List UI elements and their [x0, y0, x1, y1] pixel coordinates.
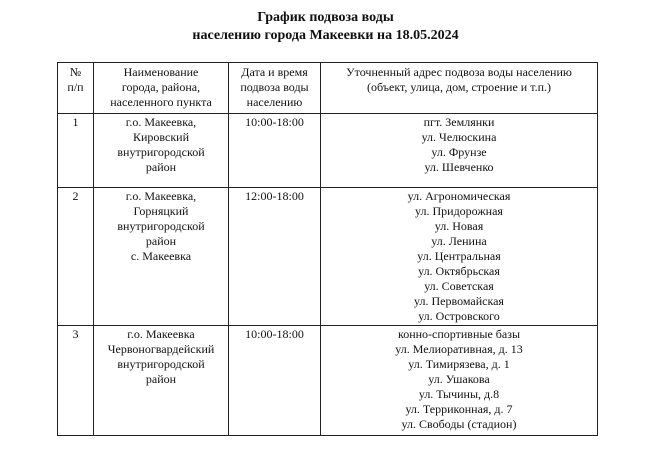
locality-line: Горняцкий — [133, 204, 189, 218]
row-num: 3 — [58, 326, 94, 436]
locality-line: внутригородской — [117, 357, 205, 371]
locality-line: г.о. Макеевка, — [125, 189, 197, 203]
address-line: ул. Ленина — [431, 234, 487, 248]
header-num — [58, 63, 94, 114]
row-address — [321, 326, 598, 436]
locality-line: район — [145, 234, 177, 248]
row-locality — [94, 326, 229, 436]
locality-line: Кировский — [132, 130, 190, 144]
address-line: ул. Терриконная, д. 7 — [405, 402, 513, 416]
address-line: конно-спортивные базы — [397, 327, 521, 341]
header-time-line: Дата и время — [241, 65, 308, 79]
header-name-line: Наименование — [123, 65, 199, 79]
address-line: ул. Агрономическая — [407, 189, 511, 203]
row-locality — [94, 114, 229, 188]
address-line: ул. Новая — [434, 219, 484, 233]
row-num: 1 — [58, 114, 94, 188]
address-line: ул. Тычины, д.8 — [418, 387, 500, 401]
locality-line: район — [145, 160, 177, 174]
header-time-line: подвоза воды — [240, 80, 309, 94]
header-address-line: Уточненный адрес подвоза воды населению — [346, 65, 572, 79]
address-line: ул. Мелиоративная, д. 13 — [395, 342, 523, 356]
address-line: пгт. Землянки — [423, 115, 495, 129]
address-line: ул. Шевченко — [424, 160, 494, 174]
row-address — [321, 114, 598, 188]
document-title-line-1: График подвоза воды — [257, 10, 394, 25]
address-line: ул. Первомайская — [414, 294, 504, 308]
table-row — [58, 188, 598, 326]
locality-line: г.о. Макеевка — [127, 327, 195, 341]
header-name-line: населенного пункта — [110, 95, 212, 109]
locality-line: внутригородской — [117, 145, 205, 159]
header-time-line: населению — [246, 95, 303, 109]
header-address-line: (объект, улица, дом, строение и т.п.) — [367, 80, 551, 94]
water-schedule-table — [57, 62, 598, 436]
row-locality — [94, 188, 229, 326]
address-line: ул. Советская — [424, 279, 494, 293]
address-line: ул. Октябрьская — [418, 264, 500, 278]
locality-line: внутригородской — [117, 219, 205, 233]
address-line: ул. Центральная — [417, 249, 501, 263]
table-row — [58, 114, 598, 188]
locality-line: район — [145, 372, 177, 386]
header-time — [229, 63, 321, 114]
address-line: ул. Придорожная — [415, 204, 503, 218]
row-time: 12:00-18:00 — [229, 188, 321, 326]
row-num: 2 — [58, 188, 94, 326]
row-time: 10:00-18:00 — [229, 326, 321, 436]
row-time: 10:00-18:00 — [229, 114, 321, 188]
table-header-row — [58, 63, 598, 114]
locality-line: с. Макеевка — [130, 249, 192, 263]
table-row — [58, 326, 598, 436]
header-name-line: города, района, — [121, 80, 201, 94]
address-line: ул. Фрунзе — [431, 145, 487, 159]
address-line: ул. Ушакова — [428, 372, 490, 386]
address-line: ул. Челюскина — [421, 130, 497, 144]
locality-line: Червоногвардейский — [107, 342, 215, 356]
row-address — [321, 188, 598, 326]
header-num-line: № — [69, 65, 82, 79]
address-line: ул. Тимирязева, д. 1 — [408, 357, 510, 371]
address-line: ул. Свободы (стадион) — [401, 417, 517, 431]
header-num-line: п/п — [67, 80, 84, 94]
header-address — [321, 63, 598, 114]
address-line: ул. Островского — [418, 309, 500, 323]
locality-line: г.о. Макеевка, — [125, 115, 197, 129]
header-name — [94, 63, 229, 114]
document-title-line-2: населению города Макеевки на 18.05.2024 — [192, 28, 459, 43]
